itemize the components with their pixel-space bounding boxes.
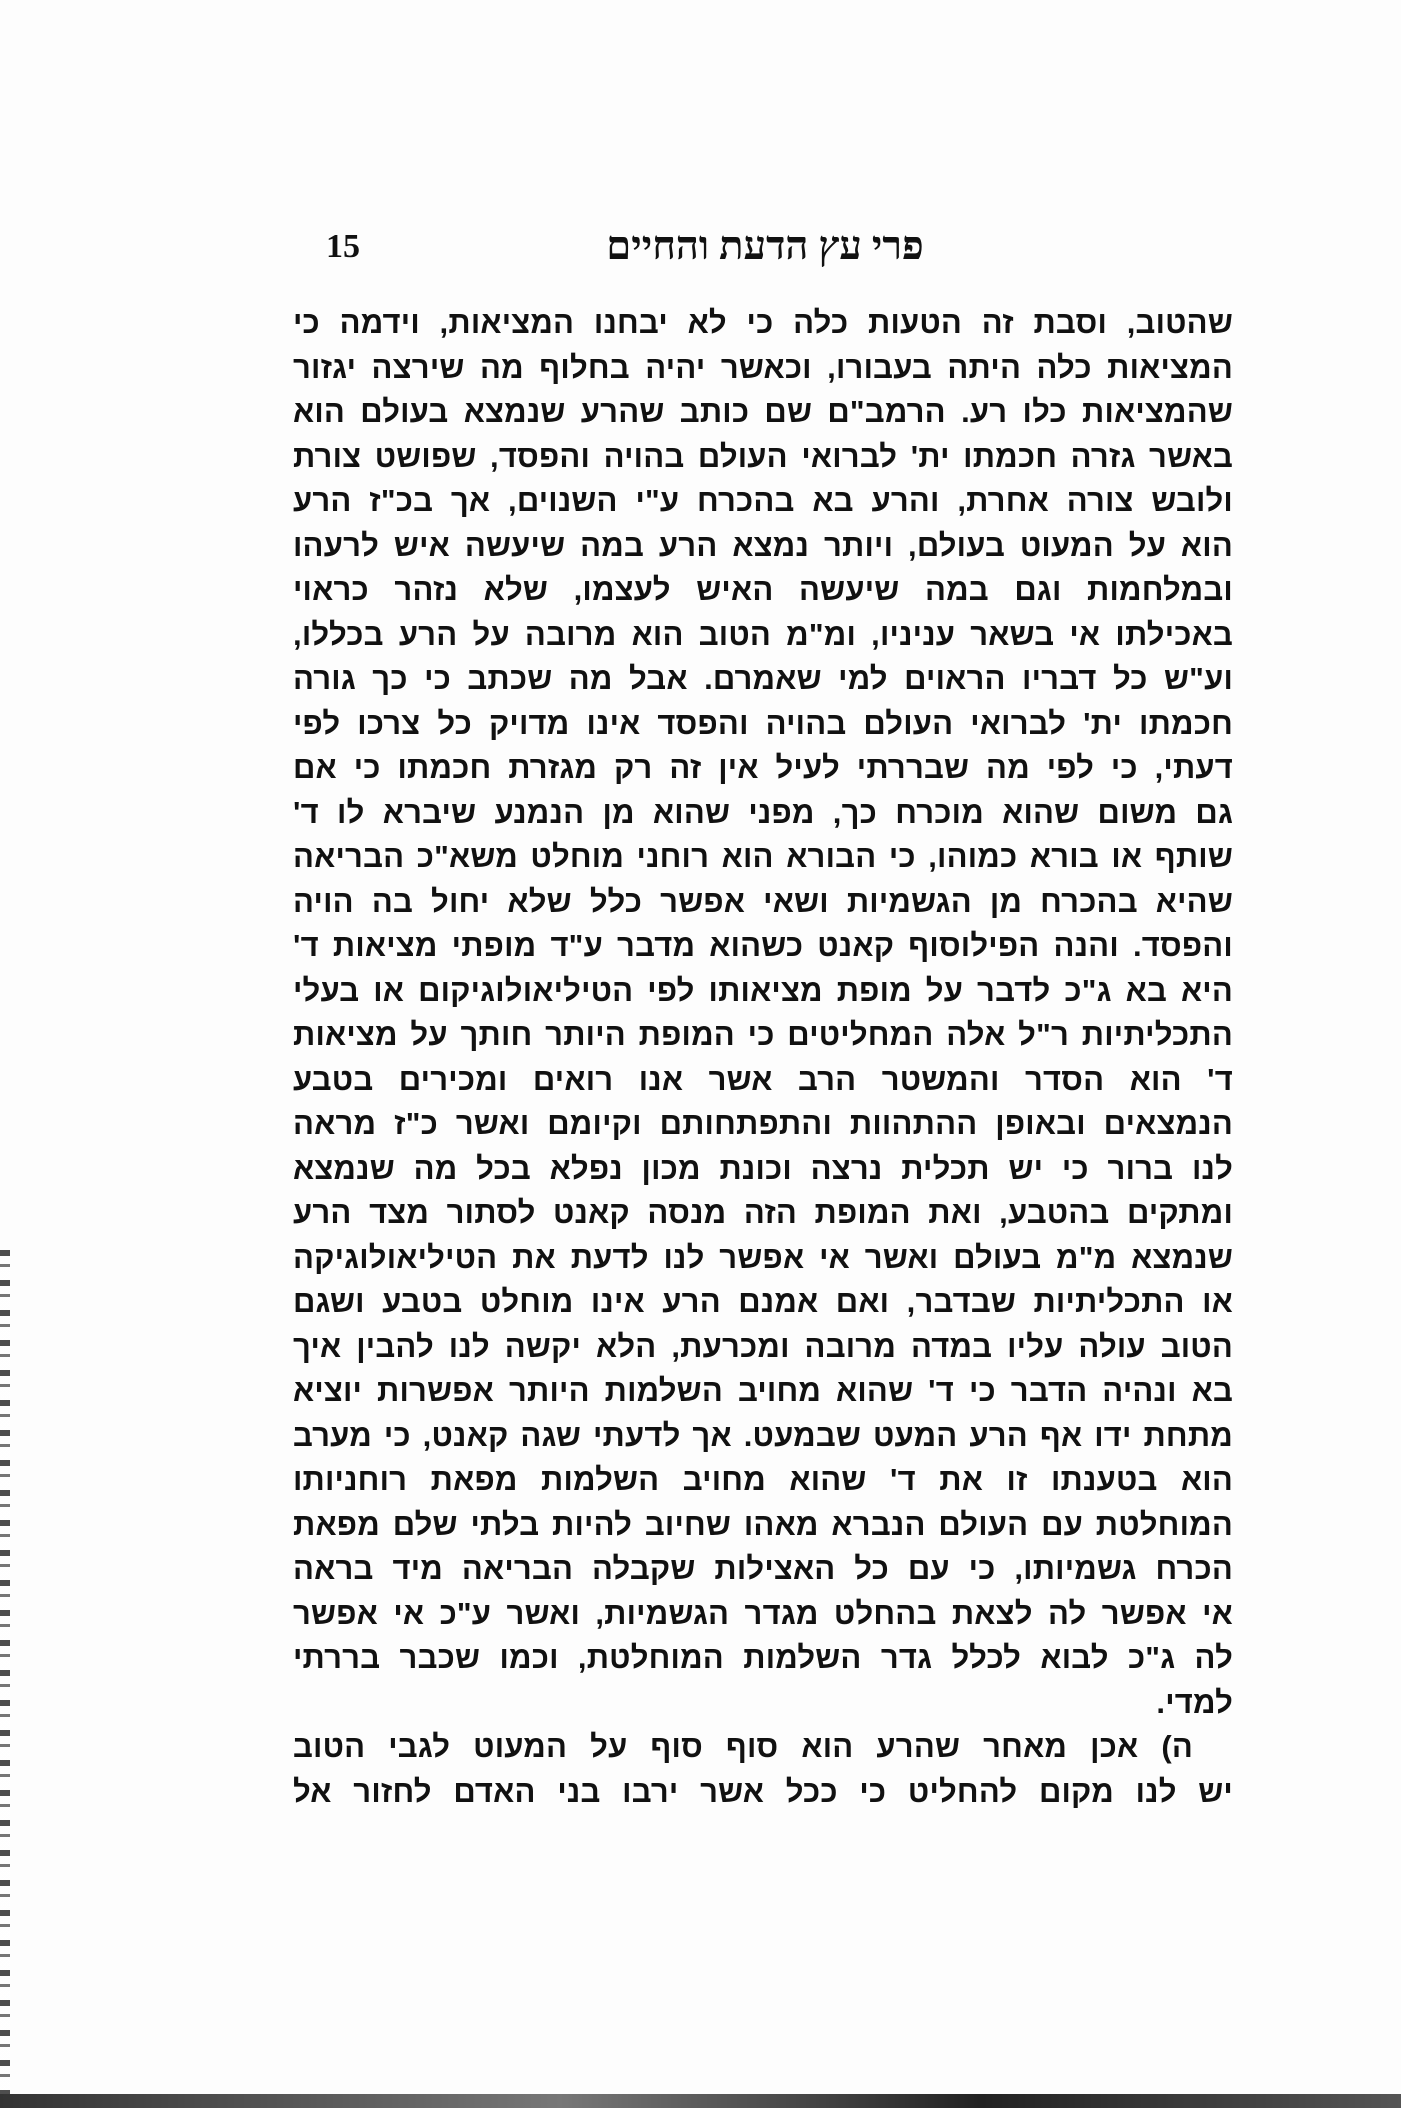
text-line: שותף או בורא כמוהו, כי הבורא הוא רוחני מוחלט משא"כ הבריאה [293, 839, 1233, 874]
text-line: ומתקים בהטבע, ואת המופת הזה מנסה קאנט לסתור מצד הרע [293, 1195, 1233, 1230]
text-line: המציאות כלה היתה בעבורו, וכאשר יהיה בחלוף מה שירצה יגזור [293, 349, 1233, 385]
text-line: שהיא בהכרח מן הגשמיות ושאי אפשר כלל שלא יחול בה הויה [293, 883, 1233, 919]
scan-binding-edge [0, 1250, 10, 2108]
text-line: שהמציאות כלו רע. הרמב"ם שם כותב שהרע שנמצא בעולם הוא [293, 394, 1233, 429]
text-line: ד' הוא הסדר והמשטר הרב אשר אנו רואים ומכירים בטבע [293, 1061, 1233, 1097]
body-text [293, 301, 1233, 1814]
text-line: באכילתו אי בשאר עניניו, ומ"מ הטוב הוא מרובה על הרע בכללו, [293, 616, 1233, 652]
page-number: 15 [326, 228, 360, 265]
text-line: בא ונהיה הדבר כי ד' שהוא מחויב השלמות היותר אפשרות יוציא [293, 1373, 1233, 1408]
text-line: ולובש צורה אחרת, והרע בא בהכרח ע"י השנוים, אך בכ"ז הרע [293, 483, 1233, 518]
text-line: אי אפשר לה לצאת בהחלט מגדר הגשמיות, ואשר ע"כ אי אפשר [293, 1595, 1233, 1631]
text-line: יש לנו מקום להחליט כי ככל אשר ירבו בני האדם לחזור אל [293, 1773, 1233, 1809]
text-line: היא בא ג"כ לדבר על מופת מציאותו לפי הטיליאולוגיקום או בעלי [293, 972, 1233, 1008]
text-line: והפסד. והנה הפילוסוף קאנט כשהוא מדבר ע"ד מופתי מציאות ד' [293, 928, 1233, 963]
text-line: או התכליתיות שבדבר, ואם אמנם הרע אינו מוחלט בטבע ושגם [293, 1284, 1233, 1319]
text-line: באשר גזרה חכמתו ית' לברואי העולם בהויה והפסד, שפושט צורת [293, 438, 1233, 474]
text-line: שהטוב, וסבת זה הטעות כלה כי לא יבחנו המציאות, וידמה כי [293, 305, 1233, 340]
text-line: הנמצאים ובאופן ההתהוות והתפתחותם וקיומם ואשר כ"ז מראה [293, 1106, 1233, 1141]
text-line: הכרח גשמיותו, כי עם כל האצילות שקבלה הבריאה מיד בראה [293, 1551, 1233, 1586]
text-line: חכמתו ית' לברואי העולם בהויה והפסד אינו מדויק כל צרכו לפי [293, 705, 1233, 741]
scan-bottom-edge [0, 2094, 1401, 2108]
text-line: שנמצא מ"מ בעולם ואשר אי אפשר לנו לדעת את הטיליאולוגיקה [293, 1239, 1233, 1275]
text-line: ה) אכן מאחר שהרע הוא סוף סוף על המעוט לגבי הטוב [293, 1729, 1193, 1764]
text-line: דעתי, כי לפי מה שבררתי לעיל אין זה רק מגזרת חכמתו כי אם [293, 750, 1233, 785]
text-line: למדי. [1156, 1684, 1233, 1720]
text-line: ובמלחמות וגם במה שיעשה האיש לעצמו, שלא נזהר כראוי [293, 572, 1233, 607]
text-line: הוא בטענתו זו את ד' שהוא מחויב השלמות מפאת רוחניותו [293, 1462, 1233, 1497]
text-line: מתחת ידו אף הרע המעט שבמעט. אך לדעתי שגה קאנט, כי מערב [293, 1417, 1233, 1453]
text-line: הוא על המעוט בעולם, ויותר נמצא הרע במה שיעשה איש לרעהו [293, 527, 1233, 563]
text-line: גם משום שהוא מוכרח כך, מפני שהוא מן הנמנע שיברא לו ד' [293, 794, 1233, 830]
text-line: לה ג"כ לבוא לכלל גדר השלמות המוחלטת, וכמו שכבר בררתי [293, 1640, 1233, 1675]
text-line: וע"ש כל דבריו הראוים למי שאמרם. אבל מה שכתב כי כך גורה [293, 661, 1233, 696]
text-line: לנו ברור כי יש תכלית נרצה וכונת מכון נפלא בכל מה שנמצא [293, 1150, 1233, 1186]
text-line: המוחלטת עם העולם הנברא מאהו שחיוב להיות בלתי שלם מפאת [293, 1506, 1233, 1542]
running-title: פרי עץ הדעת והחיים [606, 223, 924, 268]
text-line: הטוב עולה עליו במדה מרובה ומכרעת, הלא יקשה לנו להבין איך [293, 1328, 1233, 1364]
text-line: התכליתיות ר"ל אלה המחליטים כי המופת היותר חותך על מציאות [293, 1017, 1233, 1052]
